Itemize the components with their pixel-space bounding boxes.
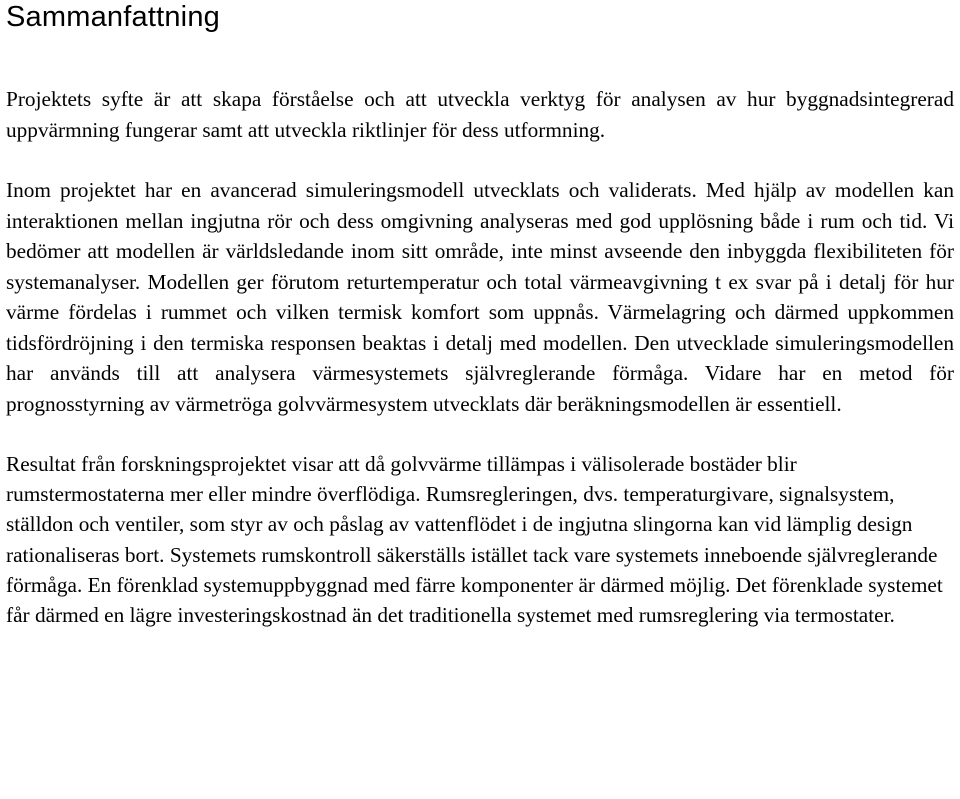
summary-paragraph-purpose: Projektets syfte är att skapa förståelse och att utveckla verktyg för analysen av hur byggnadsintegrerad uppvärmning fungerar samt att utveckla riktlinjer för dess utformning. [6, 87, 954, 142]
summary-paragraph-results: Resultat från forskningsprojektet visar att då golvvärme tillämpas i välisolerade bostäder blir rumstermostaterna mer eller mindre överflödiga. Rumsregleringen, dvs. temperaturgivare, signalsystem, ställdon och ventiler, som styr av och påslag av vattenflödet i de ingjutna slingorna kan vid lämplig design rationaliseras bort. Systemets rumskontroll säkerställs istället tack vare systemets inneboende självreglerande förmåga. En förenklad systemuppbyggnad med färre komponenter är därmed möjlig. Det förenklade systemet får därmed en lägre investeringskostnad än det traditionella systemet med rumsreglering via termostater. [6, 452, 943, 628]
summary-paragraph-model: Inom projektet har en avancerad simuleringsmodell utvecklats och validerats. Med hjälp av modellen kan interaktionen mellan ingjutna rör och dess omgivning analyseras med god upplösning både i rum och tid. Vi bedömer att modellen är världsledande inom sitt område, inte minst avseende den inbyggda flexibiliteten för systemanalyser. Modellen ger förutom returtemperatur och total värmeavgivning t ex svar på i detalj för hur värme fördelas i rummet och vilken termisk komfort som uppnås. Värmelagring och därmed uppkommen tidsfördröjning i den termiska responsen beaktas i detalj med modellen. Den utvecklade simuleringsmodellen har används till att analysera värmesystemets självreglerande förmåga. Vidare har en metod för prognosstyrning av värmetröga golvvärmesystem utvecklats där beräkningsmodellen är essentiell. [6, 178, 954, 416]
document-page [6, 0, 954, 630]
section-heading: Sammanfattning [6, 1, 220, 33]
